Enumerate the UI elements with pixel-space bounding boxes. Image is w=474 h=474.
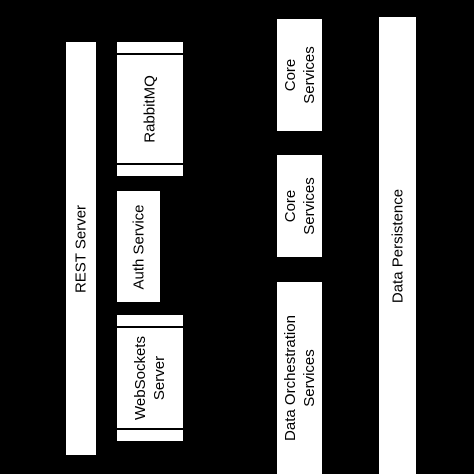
websockets-top-divider — [117, 326, 183, 328]
websockets-server-label: WebSockets Server — [132, 336, 168, 420]
data-persistence-label: Data Persistence — [389, 188, 406, 303]
core-services-mid-block — [277, 155, 322, 257]
core-services-mid-label: Core Services — [281, 177, 318, 235]
data-persistence-block — [379, 17, 416, 474]
rest-server-label: REST Server — [72, 204, 90, 293]
rabbitmq-top-divider — [117, 53, 183, 55]
rabbitmq-label: RabbitMQ — [141, 75, 159, 143]
rest-server-block — [66, 42, 96, 455]
websockets-bottom-divider — [117, 428, 183, 430]
data-orchestration-block — [277, 282, 322, 474]
auth-service-block — [117, 191, 160, 302]
core-services-top-block — [277, 19, 322, 131]
websockets-server-block — [117, 315, 183, 441]
data-orchestration-label: Data Orchestration Services — [281, 315, 318, 441]
core-services-top-label: Core Services — [281, 46, 318, 104]
rabbitmq-bottom-divider — [117, 163, 183, 165]
rabbitmq-block — [117, 42, 183, 176]
auth-service-label: Auth Service — [130, 203, 147, 290]
